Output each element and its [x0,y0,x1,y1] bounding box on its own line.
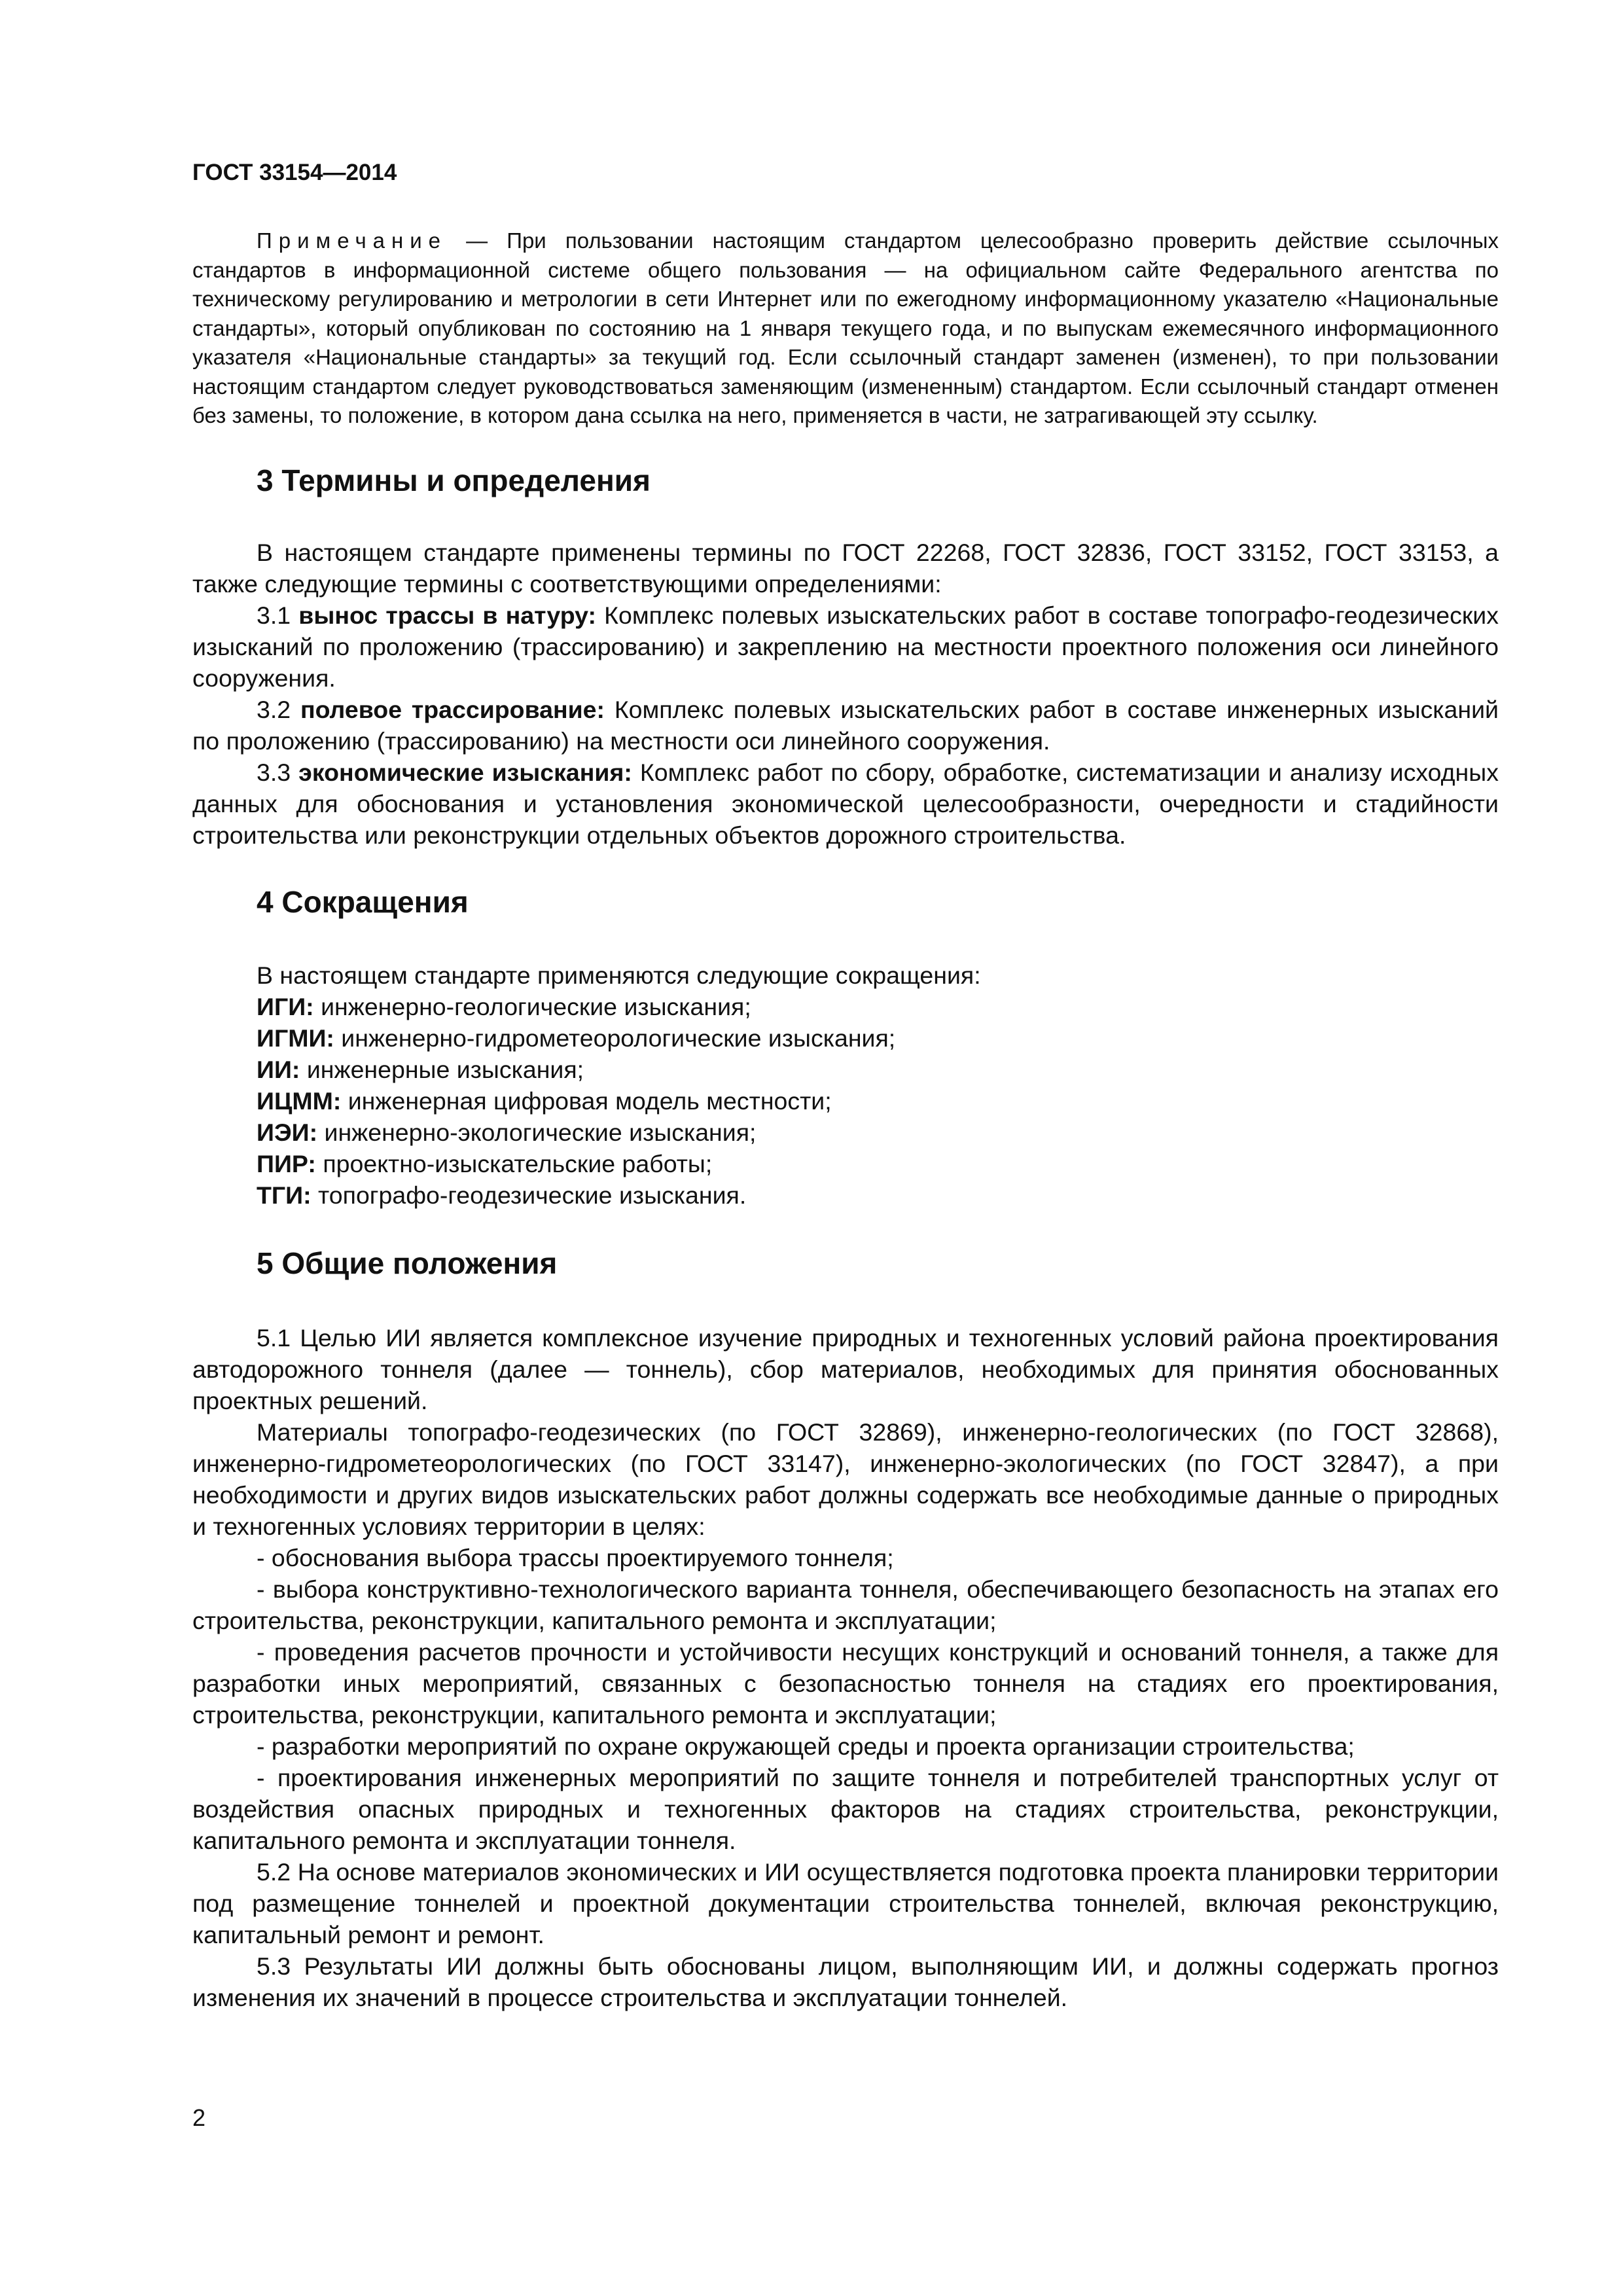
abbreviation-meaning: инженерно-геологические изыскания; [313,992,751,1020]
abbreviation-item [192,1085,1499,1117]
term-name: экономические изыскания: [298,758,632,786]
term-definition: Комплекс полевых изыскательских работ в составе инженерных изысканий по проложению (трассированию) на местности оси линейного сооружения. [192,695,1499,755]
abbreviation-item [192,1179,1499,1211]
list-item: - выбора конструктивно-технологического варианта тоннеля, обеспечивающего безопасность на этапах его строительства, реконструкции, капитального ремонта и эксплуатации; [192,1575,1499,1634]
abbreviation: ИГМИ: [257,1024,334,1052]
term-number: 3.2 [257,695,300,723]
abbreviation: ИИ: [257,1055,300,1083]
abbreviation-item [192,991,1499,1022]
clause-5-3: 5.3 Результаты ИИ должны быть обоснованы лицом, выполняющим ИИ, и должны содержать прогноз изменения их значений в процессе строительства и эксплуатации тоннелей. [192,1952,1499,2011]
term-name: полевое трассирование: [300,695,605,723]
abbreviation-item [192,1148,1499,1179]
term-definition: Комплекс работ по сбору, обработке, систематизации и анализу исходных данных для обоснования и установления экономической целесообразности, очередности и стадийности строительства или реконструкции отдельных объектов дорожного строительства. [192,758,1499,849]
term-3-1 [192,600,1499,694]
list-item: - разработки мероприятий по охране окружающей среды и проекта организации строительства; [257,1732,1355,1760]
page-number: 2 [192,2104,206,2131]
clause-5-1: 5.1 Целью ИИ является комплексное изучение природных и техногенных условий района проектирования автодорожного тоннеля (далее — тоннель), сбор материалов, необходимых для принятия обоснованных проектных решений. [192,1323,1499,1414]
list-item: - обоснования выбора трассы проектируемого тоннеля; [257,1543,894,1571]
abbreviation-meaning: инженерно-гидрометеорологические изыскания; [334,1024,896,1052]
abbreviation-meaning: проектно-изыскательские работы; [315,1149,713,1177]
term-3-2 [192,694,1499,757]
abbreviation: ИГИ: [257,992,314,1020]
term-3-3 [192,757,1499,851]
abbreviation-meaning: инженерная цифровая модель местности; [341,1086,832,1115]
note-paragraph [192,226,1499,431]
section-4-heading: 4 Сокращения [257,884,469,919]
term-number: 3.3 [257,758,299,786]
abbreviation: ИЭИ: [257,1118,318,1146]
list-item: - проведения расчетов прочности и устойчивости несущих конструкций и оснований тоннеля, а также для разработки иных мероприятий, связанных с безопасностью тоннеля на стадиях его проектирования, строительства, реконструкции, капитального ремонта и эксплуатации; [192,1638,1499,1729]
section-3-intro: В настоящем стандарте применены термины по ГОСТ 22268, ГОСТ 32836, ГОСТ 33152, ГОСТ 33153, а также следующие термины с соответствующими определениями: [192,538,1499,598]
section-4-intro: В настоящем стандарте применяются следующие сокращения: [257,961,981,989]
abbreviation-meaning: инженерно-экологические изыскания; [317,1118,757,1146]
abbreviation-item [192,1054,1499,1085]
document-header: ГОСТ 33154—2014 [192,160,397,185]
section-3-heading: 3 Термины и определения [257,463,651,497]
term-number: 3.1 [257,601,299,629]
term-name: вынос трассы в натуру: [298,601,597,629]
note-label: Примечание [257,228,448,253]
abbreviation-meaning: топографо-геодезические изыскания. [311,1181,747,1209]
abbreviation: ИЦММ: [257,1086,342,1115]
term-definition: Комплекс полевых изыскательских работ в составе топографо-геодезических изысканий по проложению (трассированию) и закреплению на местности проектного положения оси линейного сооружения. [192,601,1499,692]
note-text: — При пользовании настоящим стандартом целесообразно проверить действие ссылочных стандартов в информационной системе общего пользования — на официальном сайте Федерального агентства по техническому регулированию и метрологии в сети Интернет или по ежегодному информационному указателю «Национальные стандарты», который опубликован по состоянию на 1 января текущего года, и по выпускам ежемесячного информационного указателя «Национальные стандарты» за текущий год. Если ссылочный стандарт заменен (изменен), то при пользовании настоящим стандартом следует руководствоваться заменяющим (измененным) стандартом. Если ссылочный стандарт отменен без замены, то положение, в котором дана ссылка на него, применяется в части, не затрагивающей эту ссылку. [192,228,1499,427]
clause-5-2: 5.2 На основе материалов экономических и ИИ осуществляется подготовка проекта планировки территории под размещение тоннелей и проектной документации строительства тоннелей, включая реконструкцию, капитальный ремонт и ремонт. [192,1857,1499,1948]
list-item: - проектирования инженерных мероприятий по защите тоннеля и потребителей транспортных услуг от воздействия опасных природных и техногенных факторов на стадиях строительства, реконструкции, капитального ремонта и эксплуатации тоннеля. [192,1763,1499,1854]
section-5-heading: 5 Общие положения [257,1246,558,1280]
abbreviation-item [192,1022,1499,1054]
materials-paragraph: Материалы топографо-геодезических (по ГОСТ 32869), инженерно-геологических (по ГОСТ 32868), инженерно-гидрометеорологических (по ГОСТ 33147), инженерно-экологических (по ГОСТ 32847), а при необходимости и других видов изыскательских работ должны содержать все необходимые данные о природных и техногенных условиях территории в целях: [192,1418,1499,1540]
abbreviation: ПИР: [257,1149,316,1177]
abbreviation-meaning: инженерные изыскания; [300,1055,584,1083]
abbreviation: ТГИ: [257,1181,312,1209]
abbreviation-item [192,1117,1499,1148]
